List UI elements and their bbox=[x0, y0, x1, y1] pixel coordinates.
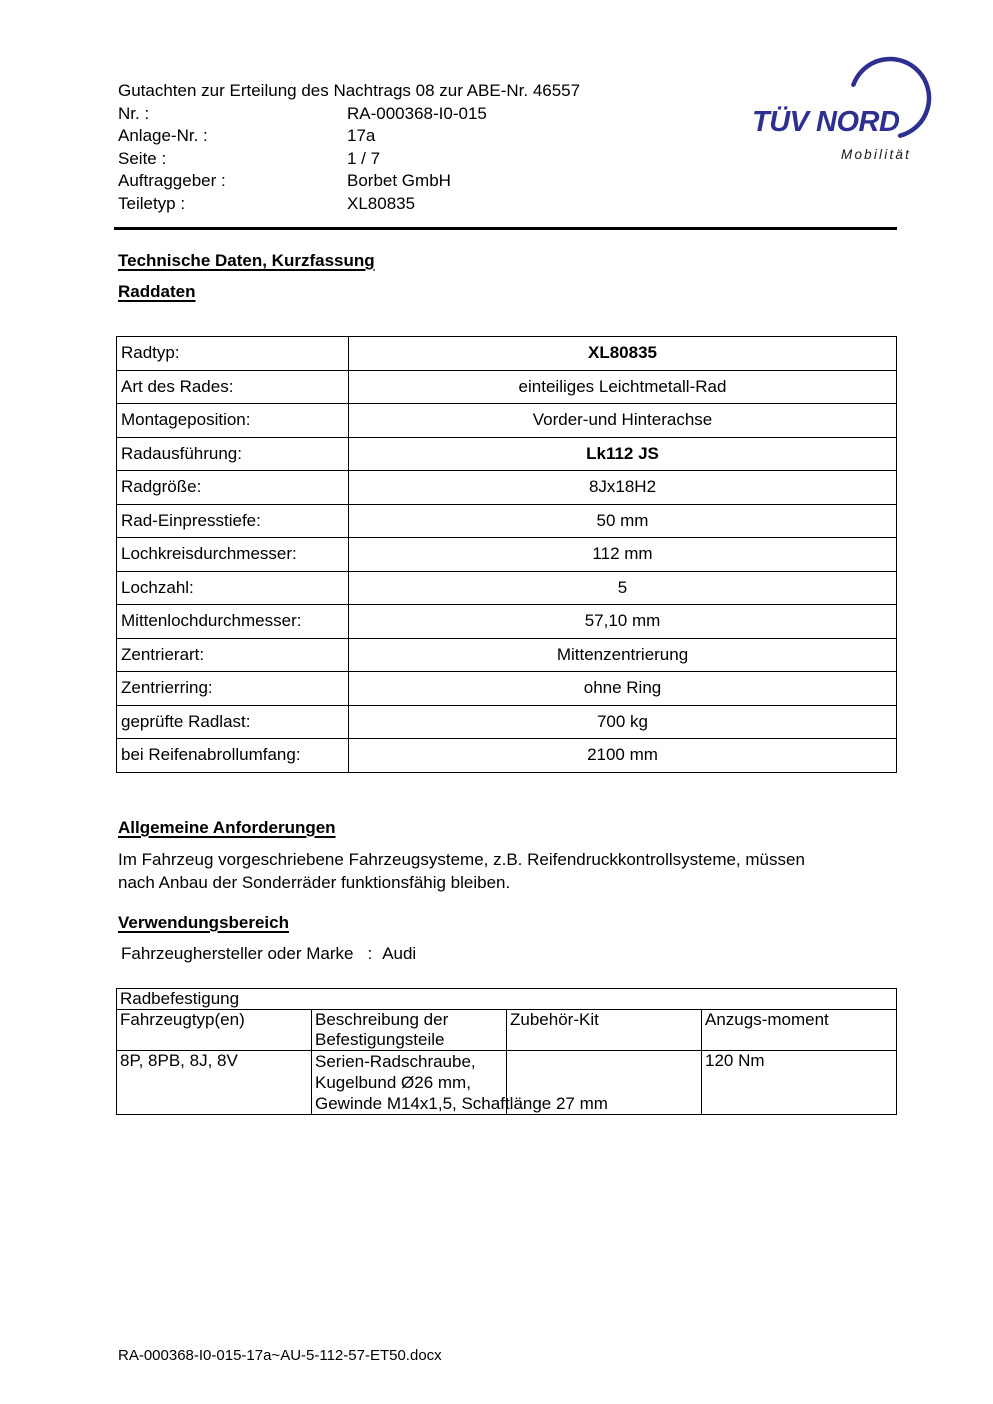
beschreibung-line: Kugelbund Ø26 mm, bbox=[315, 1073, 471, 1092]
row-value: 50 mm bbox=[349, 504, 897, 538]
table-row bbox=[117, 1051, 897, 1115]
row-label: geprüfte Radlast: bbox=[117, 705, 349, 739]
heading-allgemeine-anforderungen: Allgemeine Anforderungen bbox=[118, 818, 336, 837]
table-row bbox=[117, 337, 897, 371]
table-row bbox=[117, 504, 897, 538]
radbefestigung-table bbox=[116, 988, 897, 1115]
row-value: XL80835 bbox=[349, 337, 897, 371]
row-value: 2100 mm bbox=[349, 739, 897, 773]
document-title: Gutachten zur Erteilung des Nachtrags 08 zur ABE-Nr. 46557 bbox=[118, 81, 581, 100]
field-label-anlage: Anlage-Nr. : bbox=[118, 126, 208, 146]
column-header-beschreibung: Beschreibung der Befestigungsteile bbox=[312, 1010, 507, 1051]
radbefestigung-title: Radbefestigung bbox=[117, 989, 897, 1010]
field-value-seite: 1 / 7 bbox=[347, 148, 381, 168]
logo-brand-text: TÜV NORD bbox=[752, 106, 900, 138]
row-label: Montageposition: bbox=[117, 404, 349, 438]
row-value: 700 kg bbox=[349, 705, 897, 739]
row-label: Radtyp: bbox=[117, 337, 349, 371]
paragraph-line: Im Fahrzeug vorgeschriebene Fahrzeugsysteme, z.B. Reifendruckkontrollsysteme, müssen bbox=[118, 850, 805, 869]
fahrzeughersteller-value: Audi bbox=[382, 944, 417, 963]
field-value-nr: RA-000368-I0-015 bbox=[347, 103, 487, 123]
table-row bbox=[117, 638, 897, 672]
row-label: Zentrierring: bbox=[117, 672, 349, 706]
row-value: einteiliges Leichtmetall-Rad bbox=[349, 370, 897, 404]
row-value: Lk112 JS bbox=[349, 437, 897, 471]
beschreibung-line: Serien-Radschraube, bbox=[315, 1052, 476, 1071]
cell-anzugsmoment: 120 Nm bbox=[702, 1051, 897, 1115]
cell-fahrzeugtyp: 8P, 8PB, 8J, 8V bbox=[117, 1051, 312, 1115]
row-label: Zentrierart: bbox=[117, 638, 349, 672]
field-value-auftraggeber: Borbet GmbH bbox=[347, 171, 451, 191]
field-label-nr: Nr. : bbox=[118, 103, 150, 123]
table-row bbox=[117, 672, 897, 706]
row-value: 112 mm bbox=[349, 538, 897, 572]
cell-beschreibung bbox=[312, 1051, 608, 1115]
row-label: bei Reifenabrollumfang: bbox=[117, 739, 349, 773]
row-label: Mittenlochdurchmesser: bbox=[117, 605, 349, 639]
table-row bbox=[117, 739, 897, 773]
row-label: Lochkreisdurchmesser: bbox=[117, 538, 349, 572]
field-value-anlage: 17a bbox=[347, 126, 376, 146]
field-value-teiletyp: XL80835 bbox=[347, 193, 416, 213]
row-value: 8Jx18H2 bbox=[349, 471, 897, 505]
row-label: Rad-Einpresstiefe: bbox=[117, 504, 349, 538]
row-label: Art des Rades: bbox=[117, 370, 349, 404]
footer-filename: RA-000368-I0-015-17a~AU-5-112-57-ET50.docx bbox=[118, 1347, 442, 1364]
row-value: Mittenzentrierung bbox=[349, 638, 897, 672]
header-fields bbox=[118, 103, 580, 216]
fahrzeughersteller-separator: : bbox=[367, 944, 373, 963]
table-title-row bbox=[117, 989, 897, 1010]
paragraph-line: nach Anbau der Sonderräder funktionsfähig bleiben. bbox=[118, 872, 511, 892]
field-label-auftraggeber: Auftraggeber : bbox=[118, 171, 226, 191]
table-header-row bbox=[117, 1010, 897, 1051]
row-value: Vorder-und Hinterachse bbox=[349, 404, 897, 438]
row-label: Radausführung: bbox=[117, 437, 349, 471]
row-value: ohne Ring bbox=[349, 672, 897, 706]
allgemein-paragraph bbox=[118, 849, 805, 894]
logo-tagline-text: Mobilität bbox=[841, 147, 912, 162]
heading-verwendungsbereich: Verwendungsbereich bbox=[118, 913, 289, 932]
column-header-zubehoer-kit: Zubehör-Kit bbox=[507, 1010, 702, 1051]
row-label: Radgröße: bbox=[117, 471, 349, 505]
column-header-anzugsmoment: Anzugs-moment bbox=[702, 1010, 897, 1051]
fahrzeughersteller-label: Fahrzeughersteller oder Marke bbox=[121, 944, 354, 963]
field-label-seite: Seite : bbox=[118, 148, 167, 168]
table-row bbox=[117, 705, 897, 739]
heading-technische-daten: Technische Daten, Kurzfassung bbox=[118, 251, 375, 270]
row-label: Lochzahl: bbox=[117, 571, 349, 605]
beschreibung-line: Gewinde M14x1,5, Schaftlänge 27 mm bbox=[315, 1094, 608, 1113]
row-value: 5 bbox=[349, 571, 897, 605]
table-row bbox=[117, 538, 897, 572]
table-row bbox=[117, 437, 897, 471]
field-label-teiletyp: Teiletyp : bbox=[118, 193, 186, 213]
table-row bbox=[117, 370, 897, 404]
column-header-fahrzeugtyp: Fahrzeugtyp(en) bbox=[117, 1010, 312, 1051]
table-row bbox=[117, 471, 897, 505]
raddaten-table bbox=[116, 336, 897, 773]
table-row bbox=[117, 571, 897, 605]
document-header bbox=[118, 80, 580, 216]
heading-raddaten: Raddaten bbox=[118, 282, 196, 301]
tuev-nord-logo bbox=[745, 40, 955, 175]
fahrzeughersteller-line bbox=[121, 944, 416, 964]
header-divider bbox=[114, 227, 897, 230]
table-row bbox=[117, 404, 897, 438]
table-row bbox=[117, 605, 897, 639]
row-value: 57,10 mm bbox=[349, 605, 897, 639]
